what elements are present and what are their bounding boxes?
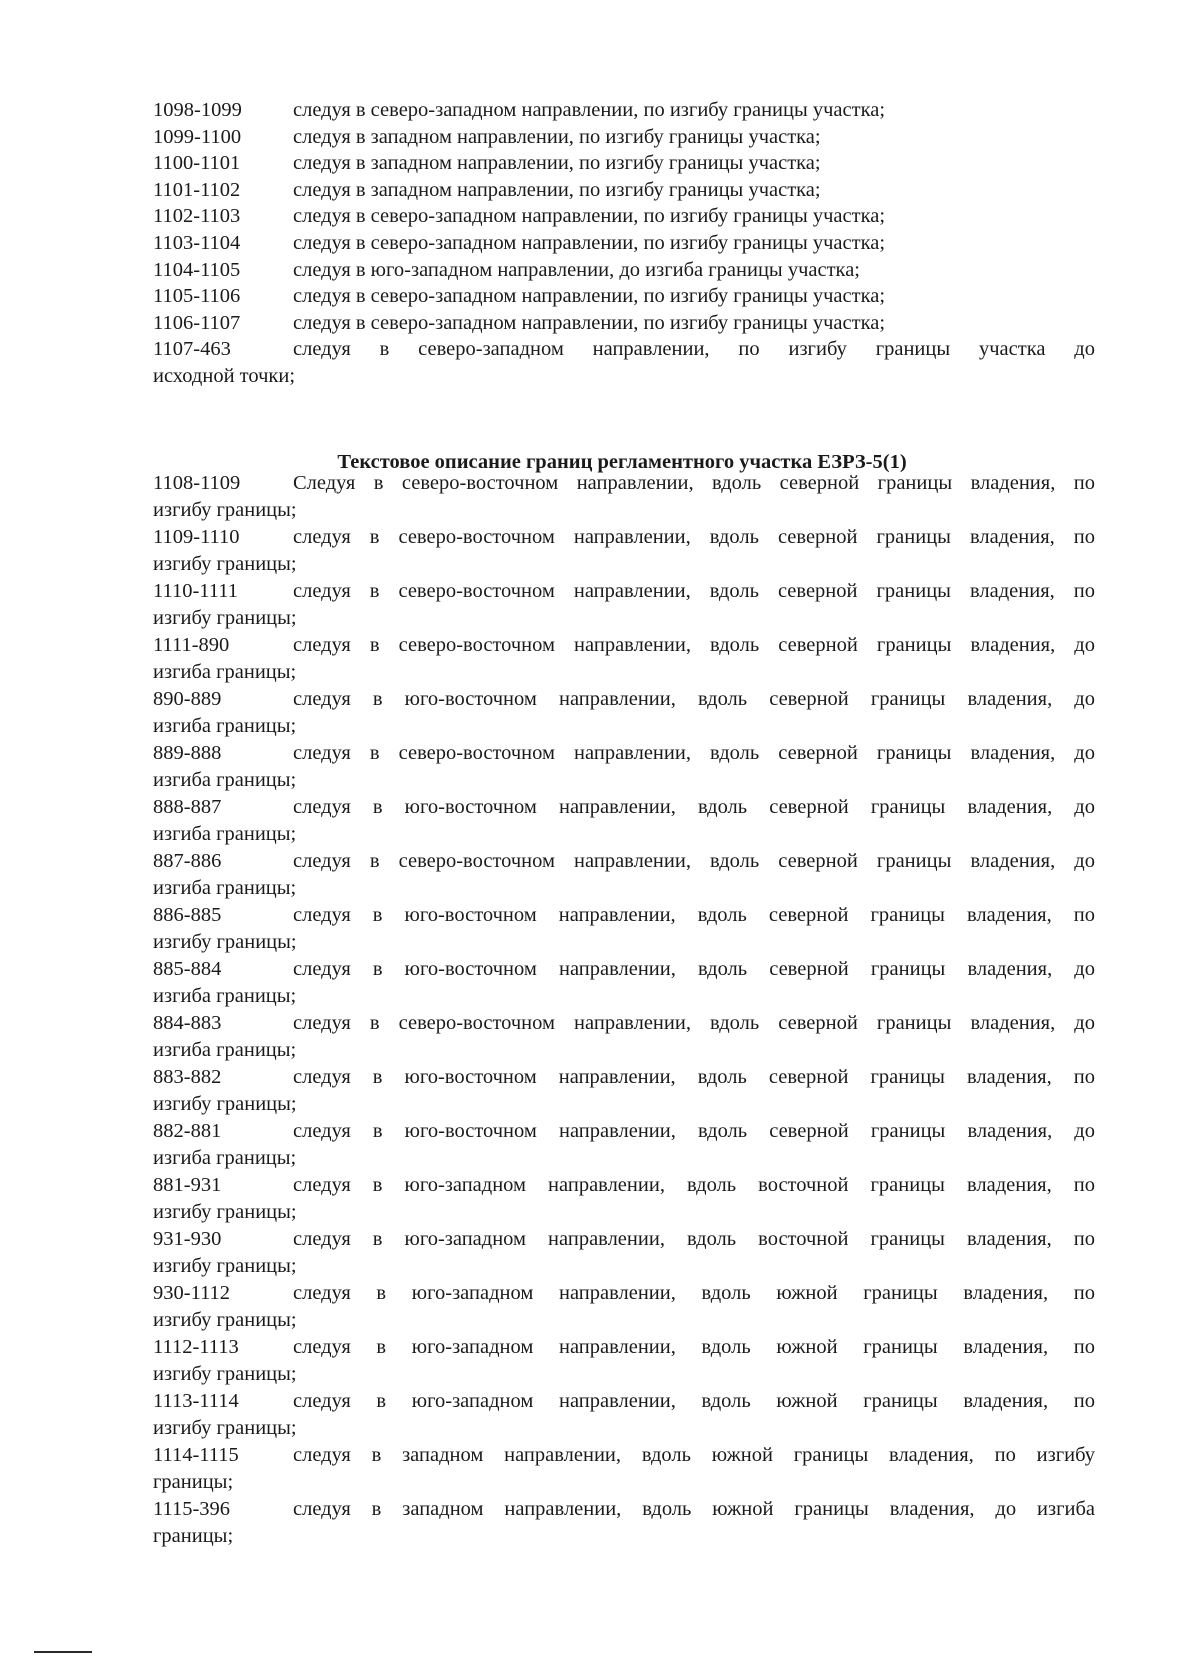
segment-description: следуя в западном направлении, по изгибу границы участка; bbox=[293, 125, 821, 148]
segment-description: следуя в северо-восточном направлении, вдоль северной границы владения, до bbox=[293, 1012, 1095, 1034]
point-range: 882-881 bbox=[153, 1120, 222, 1142]
segment-description-continuation: границы; bbox=[153, 1524, 234, 1547]
point-range: 890-889 bbox=[153, 688, 222, 710]
segment-description: следуя в западном направлении, вдоль южной границы владения, по изгибу bbox=[293, 1444, 1095, 1466]
segment-description: следуя в западном направлении, вдоль южной границы владения, до изгиба bbox=[293, 1498, 1095, 1520]
list-item bbox=[153, 257, 1095, 284]
list-item bbox=[153, 1496, 1095, 1550]
point-range: 1115-396 bbox=[153, 1498, 231, 1520]
segment-description: следуя в северо-восточном направлении, вдоль северной границы владения, до bbox=[293, 634, 1095, 656]
list-item bbox=[153, 124, 1095, 151]
point-range: 1101-1102 bbox=[153, 178, 241, 201]
list-item bbox=[153, 1226, 1095, 1280]
list-item bbox=[153, 203, 1095, 230]
segment-description: следуя в юго-западном направлении, вдоль южной границы владения, по bbox=[293, 1336, 1095, 1358]
segment-description: следуя в северо-западном направлении, по изгибу границы участка; bbox=[293, 205, 886, 228]
segment-description: следуя в северо-восточном направлении, вдоль северной границы владения, по bbox=[293, 526, 1095, 548]
point-range: 887-886 bbox=[153, 850, 222, 872]
boundary-list-ezrz bbox=[153, 470, 1095, 1550]
segment-description: следуя в северо-западном направлении, по изгибу границы участка; bbox=[293, 311, 886, 334]
segment-description-continuation: изгибу границы; bbox=[153, 1362, 297, 1385]
segment-description-continuation: изгибу границы; bbox=[153, 930, 297, 953]
list-item bbox=[153, 150, 1095, 177]
list-item bbox=[153, 230, 1095, 257]
segment-description-continuation: изгиба границы; bbox=[153, 1038, 297, 1061]
segment-description-continuation: изгиба границы; bbox=[153, 714, 297, 737]
list-item bbox=[153, 1064, 1095, 1118]
list-item bbox=[153, 1172, 1095, 1226]
boundary-list-previous bbox=[153, 97, 1095, 389]
segment-description: следуя в северо-западном направлении, по изгибу границы участка; bbox=[293, 99, 886, 121]
list-item bbox=[153, 740, 1095, 794]
point-range: 886-885 bbox=[153, 904, 222, 926]
segment-description: следуя в северо-западном направлении, по изгибу границы участка до bbox=[293, 338, 1095, 361]
page-footer-rule bbox=[34, 1651, 92, 1653]
point-range: 1104-1105 bbox=[153, 258, 241, 281]
point-range: 885-884 bbox=[153, 958, 222, 980]
segment-description-continuation: изгибу границы; bbox=[153, 1200, 297, 1223]
list-item bbox=[153, 470, 1095, 524]
point-range: 930-1112 bbox=[153, 1282, 231, 1304]
segment-description-continuation: изгибу границы; bbox=[153, 606, 297, 629]
point-range: 1098-1099 bbox=[153, 99, 242, 121]
segment-description: следуя в юго-западном направлении, вдоль южной границы владения, по bbox=[293, 1282, 1095, 1304]
segment-description-continuation: исходной точки; bbox=[153, 364, 296, 387]
point-range: 1111-890 bbox=[153, 634, 230, 656]
segment-description-continuation: границы; bbox=[153, 1470, 234, 1493]
segment-description-continuation: изгибу границы; bbox=[153, 552, 297, 575]
list-item bbox=[153, 848, 1095, 902]
point-range: 931-930 bbox=[153, 1228, 222, 1250]
point-range: 884-883 bbox=[153, 1012, 222, 1034]
list-item bbox=[153, 1280, 1095, 1334]
segment-description: следуя в северо-западном направлении, по изгибу границы участка; bbox=[293, 285, 886, 308]
segment-description: следуя в северо-восточном направлении, вдоль северной границы владения, до bbox=[293, 850, 1095, 872]
list-item bbox=[153, 1388, 1095, 1442]
segment-description: следуя в юго-восточном направлении, вдоль северной границы владения, до bbox=[293, 958, 1095, 980]
segment-description: следуя в юго-западном направлении, вдоль восточной границы владения, по bbox=[293, 1228, 1095, 1250]
segment-description-continuation: изгиба границы; bbox=[153, 984, 297, 1007]
segment-description: следуя в северо-восточном направлении, вдоль северной границы владения, по bbox=[293, 580, 1095, 602]
segment-description-continuation: изгибу границы; bbox=[153, 1092, 297, 1115]
segment-description-continuation: изгиба границы; bbox=[153, 822, 297, 845]
point-range: 1099-1100 bbox=[153, 125, 242, 148]
segment-description-continuation: изгибу границы; bbox=[153, 498, 297, 521]
segment-description-continuation: изгиба границы; bbox=[153, 768, 297, 791]
section-heading: Текстовое описание границ регламентного участка ЕЗРЗ-5(1) bbox=[337, 451, 907, 473]
segment-description-continuation: изгибу границы; bbox=[153, 1416, 297, 1439]
point-range: 1109-1110 bbox=[153, 526, 240, 548]
segment-description: следуя в юго-западном направлении, вдоль южной границы владения, по bbox=[293, 1390, 1095, 1412]
list-item bbox=[153, 1010, 1095, 1064]
list-item bbox=[153, 97, 1095, 124]
point-range: 1114-1115 bbox=[153, 1444, 239, 1466]
list-item bbox=[153, 336, 1095, 389]
point-range: 1102-1103 bbox=[153, 205, 241, 228]
point-range: 1105-1106 bbox=[153, 285, 241, 308]
point-range: 1110-1111 bbox=[153, 580, 239, 602]
list-item bbox=[153, 578, 1095, 632]
segment-description: следуя в юго-восточном направлении, вдоль северной границы владения, по bbox=[293, 904, 1095, 926]
list-item bbox=[153, 902, 1095, 956]
list-item bbox=[153, 686, 1095, 740]
segment-description-continuation: изгиба границы; bbox=[153, 660, 297, 683]
list-item bbox=[153, 956, 1095, 1010]
point-range: 1103-1104 bbox=[153, 231, 241, 254]
segment-description: следуя в юго-восточном направлении, вдоль северной границы владения, до bbox=[293, 796, 1095, 818]
segment-description: следуя в западном направлении, по изгибу границы участка; bbox=[293, 178, 821, 201]
segment-description: следуя в северо-восточном направлении, вдоль северной границы владения, до bbox=[293, 742, 1095, 764]
segment-description: Следуя в северо-восточном направлении, вдоль северной границы владения, по bbox=[293, 472, 1095, 494]
point-range: 1108-1109 bbox=[153, 472, 241, 494]
list-item bbox=[153, 310, 1095, 337]
segment-description: следуя в юго-западном направлении, вдоль восточной границы владения, по bbox=[293, 1174, 1095, 1196]
list-item bbox=[153, 177, 1095, 204]
segment-description: следуя в северо-западном направлении, по изгибу границы участка; bbox=[293, 231, 886, 254]
point-range: 881-931 bbox=[153, 1174, 222, 1196]
segment-description-continuation: изгиба границы; bbox=[153, 876, 297, 899]
list-item bbox=[153, 1442, 1095, 1496]
list-item bbox=[153, 632, 1095, 686]
segment-description: следуя в юго-восточном направлении, вдоль северной границы владения, по bbox=[293, 1066, 1095, 1088]
point-range: 1106-1107 bbox=[153, 311, 241, 334]
point-range: 883-882 bbox=[153, 1066, 222, 1088]
segment-description-continuation: изгиба границы; bbox=[153, 1146, 297, 1169]
point-range: 1100-1101 bbox=[153, 152, 241, 175]
point-range: 1112-1113 bbox=[153, 1336, 239, 1358]
segment-description: следуя в юго-восточном направлении, вдоль северной границы владения, до bbox=[293, 688, 1095, 710]
point-range: 888-887 bbox=[153, 796, 222, 818]
point-range: 1107-463 bbox=[153, 338, 231, 361]
list-item bbox=[153, 1334, 1095, 1388]
list-item bbox=[153, 794, 1095, 848]
segment-description: следуя в западном направлении, по изгибу границы участка; bbox=[293, 152, 821, 175]
list-item bbox=[153, 1118, 1095, 1172]
point-range: 1113-1114 bbox=[153, 1390, 239, 1412]
list-item bbox=[153, 524, 1095, 578]
segment-description-continuation: изгибу границы; bbox=[153, 1308, 297, 1331]
segment-description: следуя в юго-западном направлении, до изгиба границы участка; bbox=[293, 258, 860, 281]
point-range: 889-888 bbox=[153, 742, 222, 764]
list-item bbox=[153, 283, 1095, 310]
segment-description-continuation: изгибу границы; bbox=[153, 1254, 297, 1277]
segment-description: следуя в юго-восточном направлении, вдоль северной границы владения, до bbox=[293, 1120, 1095, 1142]
